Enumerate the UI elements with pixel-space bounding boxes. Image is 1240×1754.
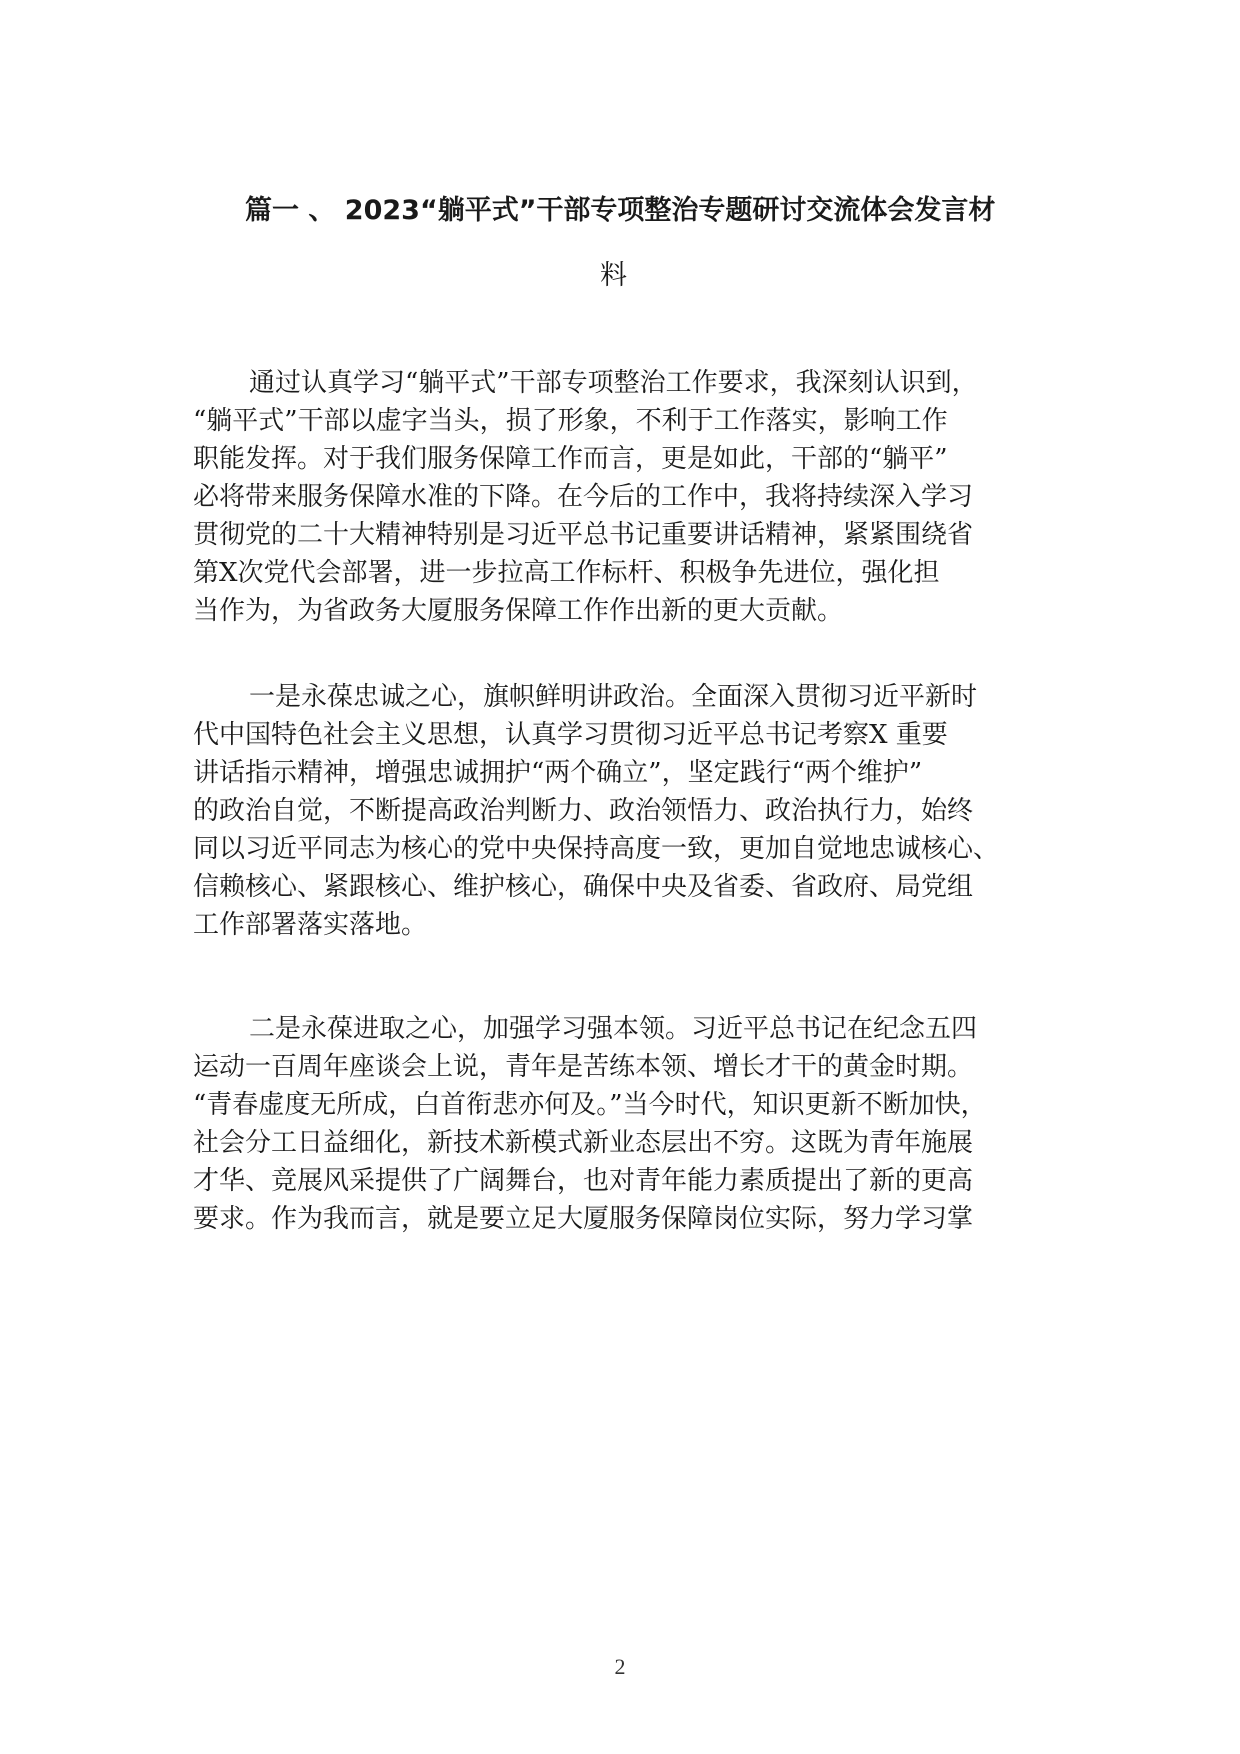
title-line-2: 料 bbox=[600, 260, 627, 291]
paragraph-line: 贯彻党的二十大精神特别是习近平总书记重要讲话精神，紧紧围绕省 bbox=[193, 520, 974, 550]
paragraph-line: 要求。作为我而言，就是要立足大厦服务保障岗位实际，努力学习掌 bbox=[193, 1204, 974, 1234]
paragraph-line: 当作为，为省政务大厦服务保障工作作出新的更大贡献。 bbox=[193, 596, 844, 626]
paragraph-point-two bbox=[193, 1010, 1073, 1238]
page-number: 2 bbox=[614, 1654, 626, 1679]
paragraph-line: 工作部署落实落地。 bbox=[193, 910, 428, 940]
paragraph-line: 必将带来服务保障水准的下降。在今后的工作中，我将持续深入学习 bbox=[193, 482, 974, 512]
paragraph-line: 同以习近平同志为核心的党中央保持高度一致，更加自觉地忠诚核心、 bbox=[193, 834, 1000, 864]
paragraph-line: 运动一百周年座谈会上说，青年是苦练本领、增长才干的黄金时期。 bbox=[193, 1052, 974, 1082]
paragraph-intro bbox=[193, 364, 1073, 630]
paragraph-line: 一是永葆忠诚之心，旗帜鲜明讲政治。全面深入贯彻习近平新时 bbox=[249, 682, 978, 712]
paragraph-line: 代中国特色社会主义思想，认真学习贯彻习近平总书记考察X 重要 bbox=[193, 720, 948, 750]
paragraph-line: 二是永葆进取之心，加强学习强本领。习近平总书记在纪念五四 bbox=[249, 1014, 978, 1044]
paragraph-line: 职能发挥。对于我们服务保障工作而言，更是如此，干部的“躺平” bbox=[193, 444, 948, 474]
paragraph-line: 第X次党代会部署，进一步拉高工作标杆、积极争先进位，强化担 bbox=[193, 558, 940, 588]
paragraph-line: 才华、竞展风采提供了广阔舞台，也对青年能力素质提出了新的更高 bbox=[193, 1166, 974, 1196]
paragraph-line: 的政治自觉，不断提高政治判断力、政治领悟力、政治执行力，始终 bbox=[193, 796, 974, 826]
paragraph-point-one bbox=[193, 678, 1073, 944]
title-line-1: 篇一 、 2023“躺平式”干部专项整治专题研讨交流体会发言材 bbox=[245, 195, 996, 226]
paragraph-line: 讲话指示精神，增强忠诚拥护“两个确立”，坚定践行“两个维护” bbox=[193, 758, 923, 788]
paragraph-line: 信赖核心、紧跟核心、维护核心，确保中央及省委、省政府、局党组 bbox=[193, 872, 974, 902]
paragraph-line: 社会分工日益细化，新技术新模式新业态层出不穷。这既为青年施展 bbox=[193, 1128, 974, 1158]
paragraph-line: 通过认真学习“躺平式”干部专项整治工作要求，我深刻认识到， bbox=[249, 368, 978, 398]
paragraph-line: “躺平式”干部以虚字当头，损了形象，不利于工作落实，影响工作 bbox=[193, 406, 948, 436]
paragraph-line: “青春虚度无所成，白首衔悲亦何及。”当今时代，知识更新不断加快， bbox=[193, 1090, 987, 1120]
